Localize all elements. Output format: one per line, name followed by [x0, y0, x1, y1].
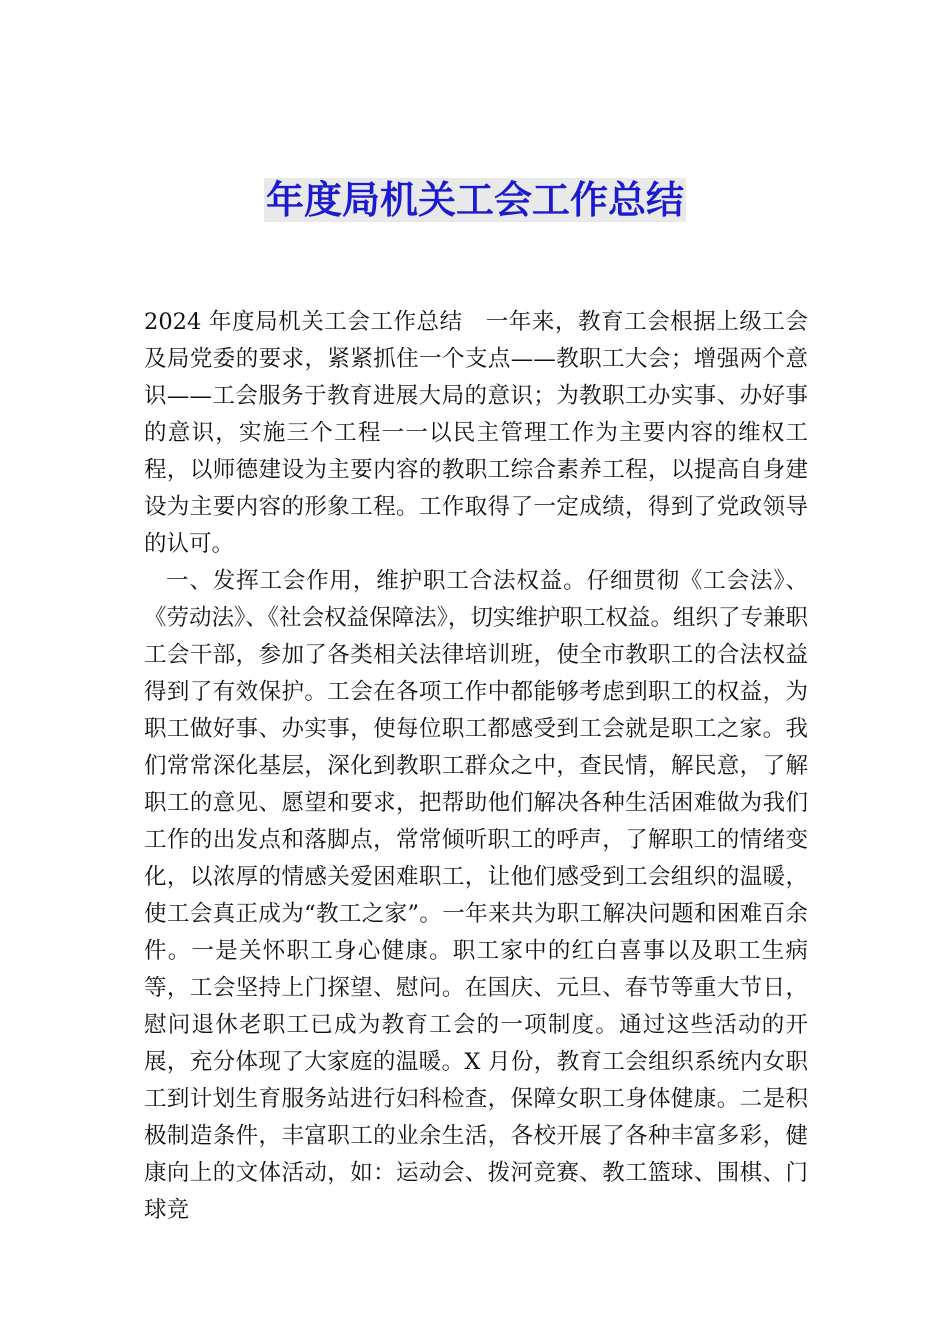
- paragraph-intro: 2024 年度局机关工会工作总结 一年来，教育工会根据上级工会及局党委的要求，紧紧抓住一个支点——教职工大会；增强两个意识——工会服务于教育进展大局的意识；为教职工办实事、办好事的意识，实施三个工程一一以民主管理工作为主要内容的维权工程，以师德建设为主要内容的教职工综合素养工程，以提高自身建设为主要内容的形象工程。工作取得了一定成绩，得到了党政领导的认可。: [144, 309, 808, 557]
- document-title-text: 年度局机关工会工作总结: [265, 178, 684, 222]
- paragraph-section-one: 一、发挥工会作用，维护职工合法权益。仔细贯彻《工会法》、《劳动法》、《社会权益保障法》，切实维护职工权益。组织了专兼职工会干部，参加了各类相关法律培训班，使全市教职工的合法权益得到了有效保护。工会在各项工作中都能够考虑到职工的权益，为职工做好事、办实事，使每位职工都感受到工会就是职工之家。我们常常深化基层，深化到教职工群众之中，查民情，解民意，了解职工的意见、愿望和要求，把帮助他们解决各种生活困难做为我们工作的出发点和落脚点，常常倾听职工的呼声，了解职工的情绪变化，以浓厚的情感关爱困难职工，让他们感受到工会组织的温暖，使工会真正成为“教工之家”。一年来共为职工解决问题和困难百余件。一是关怀职工身心健康。职工家中的红白喜事以及职工生病等，工会坚持上门探望、慰问。在国庆、元旦、春节等重大节日，慰问退休老职工已成为教育工会的一项制度。通过这些活动的开展，充分体现了大家庭的温暖。X 月份，教育工会组织系统内女职工到计划生育服务站进行妇科检查，保障女职工身体健康。二是积极制造条件，丰富职工的业余生活，各校开展了各种丰富多彩，健康向上的文体活动，如：运动会、拨河竞赛、教工篮球、围棋、门球竞: [144, 568, 808, 1223]
- document-title: [0, 172, 950, 228]
- document-body: [144, 304, 808, 1229]
